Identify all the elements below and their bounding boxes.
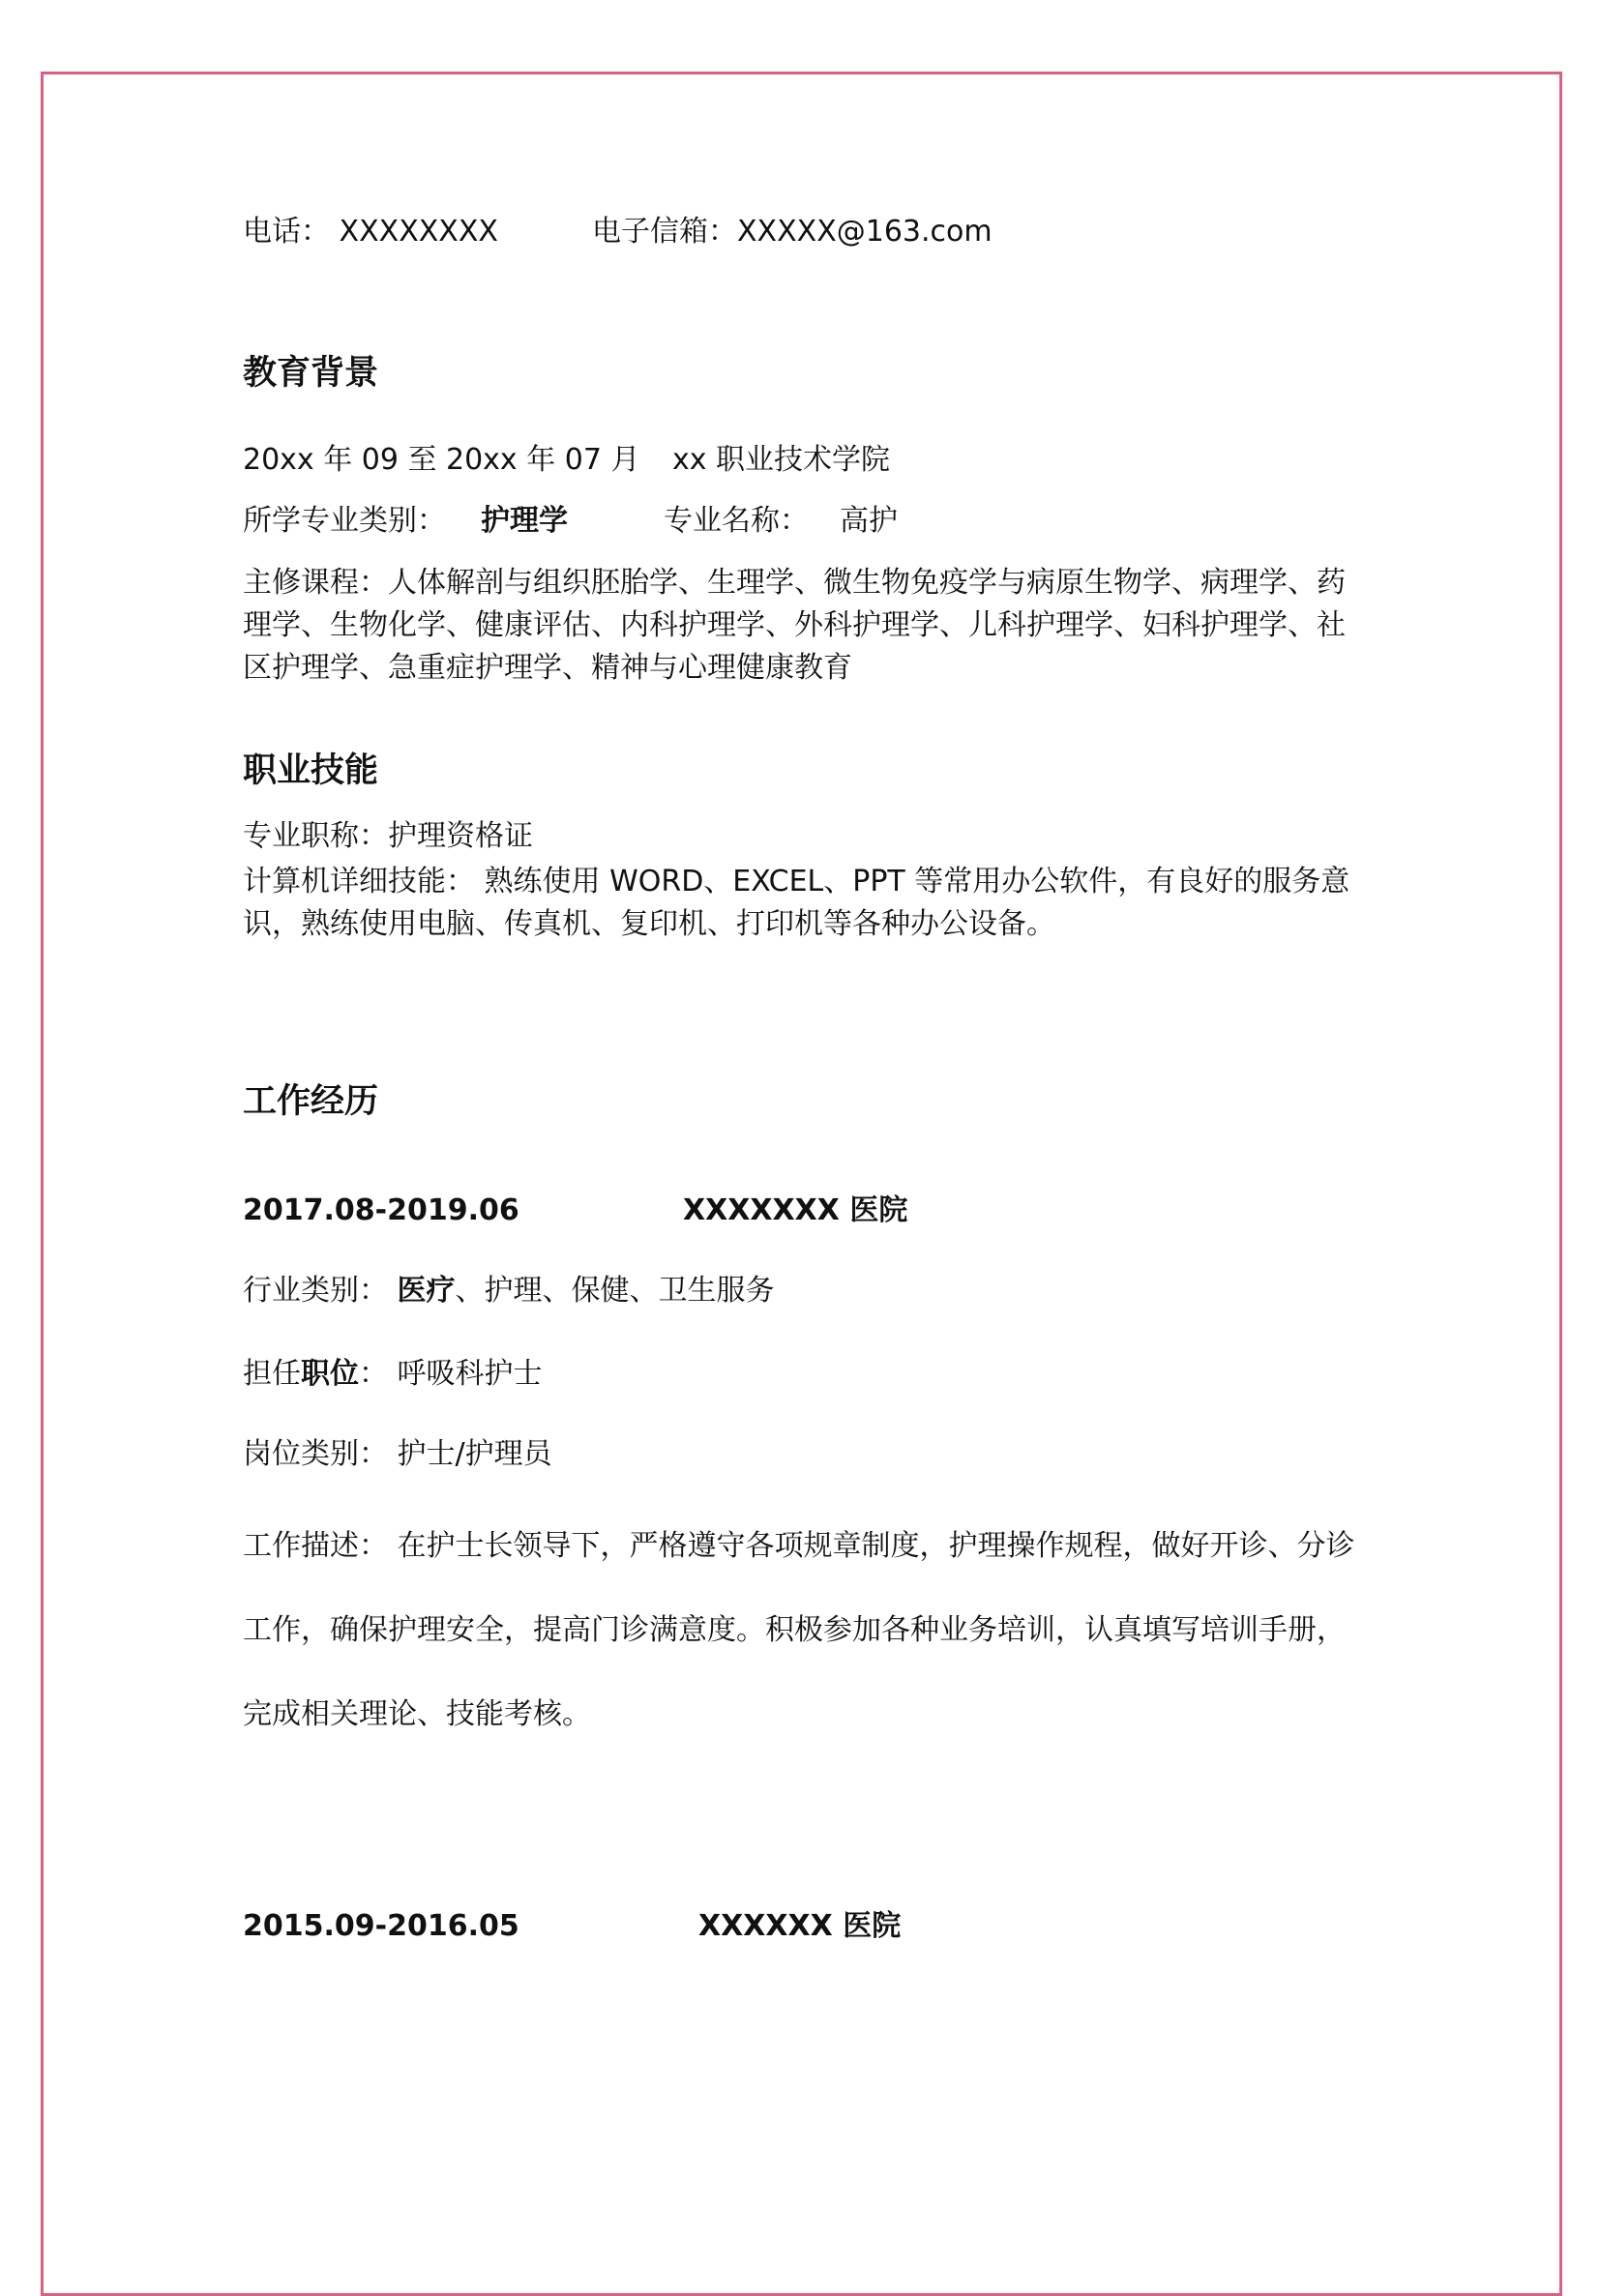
education-period: 20xx 年 09 至 20xx 年 07 月: [243, 443, 640, 477]
major-category: [243, 504, 446, 539]
position-value: 呼吸科护士: [397, 1357, 543, 1391]
category-value: 护士/护理员: [397, 1437, 552, 1471]
major-category-value: 护理学: [481, 504, 568, 538]
job-1-position: [243, 1357, 543, 1392]
industry-rest: 、护理、保健、卫生服务: [455, 1274, 775, 1308]
professional-title: [243, 819, 533, 854]
email-label: 电子信箱：: [592, 215, 737, 249]
desc-value: 在护士长领导下，严格遵守各项规章制度，护理操作规程，做好开诊、分诊工作，确保护理安全，提高门诊满意度。积极参加各种业务培训，认真填写培训手册，完成相关理论、技能考核。: [243, 1529, 1355, 1731]
job-1-period: 2017.08-2019.06: [243, 1193, 519, 1227]
courses: [243, 562, 1365, 690]
job-1-industry: [243, 1274, 775, 1309]
major-name-label: 专业名称：: [664, 504, 809, 538]
phone-value: XXXXXXXX: [339, 215, 498, 249]
industry-label: 行业类别：: [243, 1274, 388, 1308]
job-1-description: [243, 1504, 1365, 1756]
major-category-label: 所学专业类别：: [243, 504, 446, 538]
job-2-company: XXXXXX 医院: [698, 1909, 902, 1943]
email-value: XXXXX@163.com: [737, 215, 993, 249]
professional-title-label: 专业职称：: [243, 819, 388, 853]
position-label-b: 职位: [301, 1357, 359, 1391]
phone-label: 电话：: [243, 215, 330, 249]
major-name-value: 高护: [840, 504, 898, 538]
desc-label: 工作描述：: [243, 1529, 388, 1563]
position-label-c: ：: [359, 1357, 388, 1391]
contact-email: [592, 215, 993, 250]
job-2-period: 2015.09-2016.05: [243, 1909, 519, 1943]
courses-label: 主修课程：: [243, 566, 388, 600]
education-school: xx 职业技术学院: [672, 443, 891, 477]
education-heading: 教育背景: [243, 354, 379, 393]
computer-skills-value: 熟练使用 WORD、EXCEL、PPT 等常用办公软件，有良好的服务意识，熟练使用电脑、传真机、复印机、打印机等各种办公设备。: [243, 865, 1350, 941]
industry-bold: 医疗: [397, 1274, 456, 1308]
contact-phone: [243, 215, 498, 250]
computer-skills: [243, 861, 1365, 946]
job-1-category: [243, 1437, 552, 1472]
page-frame: [41, 72, 1562, 2296]
computer-skills-label: 计算机详细技能：: [243, 865, 475, 898]
category-label: 岗位类别：: [243, 1437, 388, 1471]
position-label-a: 担任: [243, 1357, 301, 1391]
courses-value: 人体解剖与组织胚胎学、生理学、微生物免疫学与病原生物学、病理学、药理学、生物化学、健康评估、内科护理学、外科护理学、儿科护理学、妇科护理学、社区护理学、急重症护理学、精神与心理健康教育: [243, 566, 1346, 685]
skills-heading: 职业技能: [243, 751, 379, 790]
job-1-company: XXXXXXX 医院: [683, 1193, 908, 1227]
work-heading: 工作经历: [243, 1082, 379, 1121]
professional-title-value: 护理资格证: [388, 819, 533, 853]
